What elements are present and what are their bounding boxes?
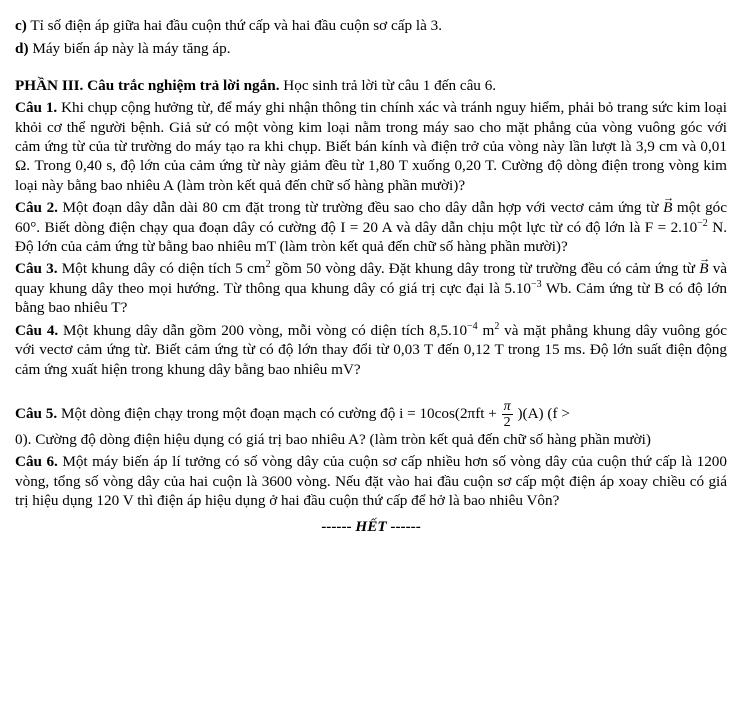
question-3-exponent-1: 2 [265, 259, 271, 271]
question-5-text-1: Một dòng điện chạy trong một đoạn mạch có cường độ i = 10cos(2πft + [61, 404, 497, 422]
statement-c-label: c) [15, 17, 27, 34]
question-2-text-1: Một đoạn dây dẫn dài 80 cm đặt trong từ trường đều sao cho dây dẫn hợp với vectơ cảm ứng từ [62, 199, 659, 217]
section-instruction: Học sinh trả lời từ câu 1 đến câu 6. [283, 76, 497, 94]
question-2-text-3: N. Độ lớn của cảm ứng từ bằng bao nhiêu mT (làm tròn kết quả đến chữ số hàng phần mười)? [15, 218, 728, 256]
fraction-denominator: 2 [503, 414, 511, 430]
question-1 [15, 98, 727, 195]
question-1-text: Khi chụp cộng hưởng từ, để máy ghi nhận thông tin chính xác và tránh nguy hiểm, phải bỏ trang sức kim loại khỏi cơ thể người bệnh. Giả sử có một vòng kim loại nằm trong máy sao cho mặt phẳng của vòng vuông góc với cảm ứng từ của từ trường do máy tạo ra khi chụp. Biết bán kính và điện trở của vòng này lần lượt là 3,9 cm và 0,01 Ω. Trong 0,40 s, độ lớn của cảm ứng từ này giảm đều từ 1,80 T xuống 0,20 T. Cường độ dòng điện trong vòng kim loại này bằng bao nhiêu A (làm tròn kết quả đến chữ số hàng phần mười)? [15, 99, 728, 194]
question-3 [15, 259, 727, 317]
question-6-text: Một máy biến áp lí tưởng có số vòng dây của cuộn sơ cấp nhiều hơn số vòng dây của cuộn thứ cấp là 1200 vòng, tổng số vòng dây của hai cuộn là 3600 vòng. Nếu đặt vào hai đầu cuộn sơ cấp một điện áp xoay chiều có giá trị hiệu dụng 120 V thì điện áp hiệu dụng ở hai đầu cuộn thứ cấp để hở là bao nhiêu Vôn? [15, 453, 727, 510]
end-word: HẾT [355, 517, 387, 535]
statement-d [15, 39, 727, 58]
question-4-text-1: Một khung dây dẫn gồm 200 vòng, mỗi vòng có diện tích 8,5.10 [63, 321, 468, 339]
statement-d-text: Máy biến áp này là máy tăng áp. [32, 40, 231, 58]
statement-c-text: Tỉ số điện áp giữa hai đầu cuộn thứ cấp và hai đầu cuộn sơ cấp là 3. [30, 17, 442, 34]
vector-b-symbol: → B [699, 259, 708, 278]
end-marker [15, 517, 727, 536]
question-5-label: Câu 5. [15, 404, 58, 422]
question-5 [15, 399, 727, 449]
statement-c [15, 16, 727, 35]
end-dashes-left: ------ [321, 517, 352, 535]
end-dashes-right: ------ [390, 517, 421, 535]
question-4-text-2: m [482, 321, 495, 339]
question-4-exponent-1: −4 [467, 320, 478, 332]
question-2-label: Câu 2. [15, 199, 58, 217]
statement-d-label: d) [15, 40, 29, 58]
question-3-exponent-2: −3 [531, 278, 542, 290]
question-3-text-1: Một khung dây có diện tích 5 cm [61, 260, 266, 278]
question-3-text-3: và quay khung dây theo mọi hướng. Từ thông qua khung dây có giá trị cực đại là 5.10 [15, 260, 728, 297]
question-2 [15, 198, 727, 256]
question-5-text-2: )(A) (f > [517, 404, 570, 422]
question-4-label: Câu 4. [15, 321, 59, 339]
question-6 [15, 452, 727, 510]
section-title: PHẦN III. Câu trắc nghiệm trả lời ngắn. [15, 76, 280, 94]
question-6-label: Câu 6. [15, 453, 58, 471]
question-5-text-3: 0). Cường độ dòng điện hiệu dụng có giá trị bao nhiêu A? (làm tròn kết quả đến chữ số hàng phần mười) [15, 430, 651, 448]
question-4-exponent-2: 2 [494, 320, 500, 332]
vector-b-symbol: → B [663, 198, 672, 217]
question-2-text-2: một góc 60°. Biết dòng điện chạy qua đoạn dây có cường độ I = 20 A và dây dẫn chịu một lực từ có độ lớn là F = 2.10 [15, 199, 728, 236]
question-2-exponent: −2 [697, 217, 708, 229]
question-4 [15, 321, 727, 379]
pi-over-two-fraction [502, 399, 513, 430]
section-heading [15, 76, 727, 95]
question-3-text-2: gồm 50 vòng dây. Đặt khung dây trong từ trường đều có cảm ứng từ [274, 260, 696, 278]
question-3-text-4: Wb. Cảm ứng từ B có độ lớn bằng bao nhiêu T? [15, 279, 727, 317]
document-page [15, 16, 727, 536]
question-1-label: Câu 1. [15, 99, 58, 117]
fraction-numerator: π [503, 398, 511, 414]
question-4-text-3: và mặt phẳng khung dây vuông góc với vectơ cảm ứng từ. Biết cảm ứng từ có độ lớn thay đổi từ 0,03 T đến 0,12 T trong 15 ms. Độ lớn suất điện động cảm ứng xuất hiện trong khung dây bằng bao nhiêu mV? [15, 321, 728, 378]
question-3-label: Câu 3. [15, 260, 58, 278]
